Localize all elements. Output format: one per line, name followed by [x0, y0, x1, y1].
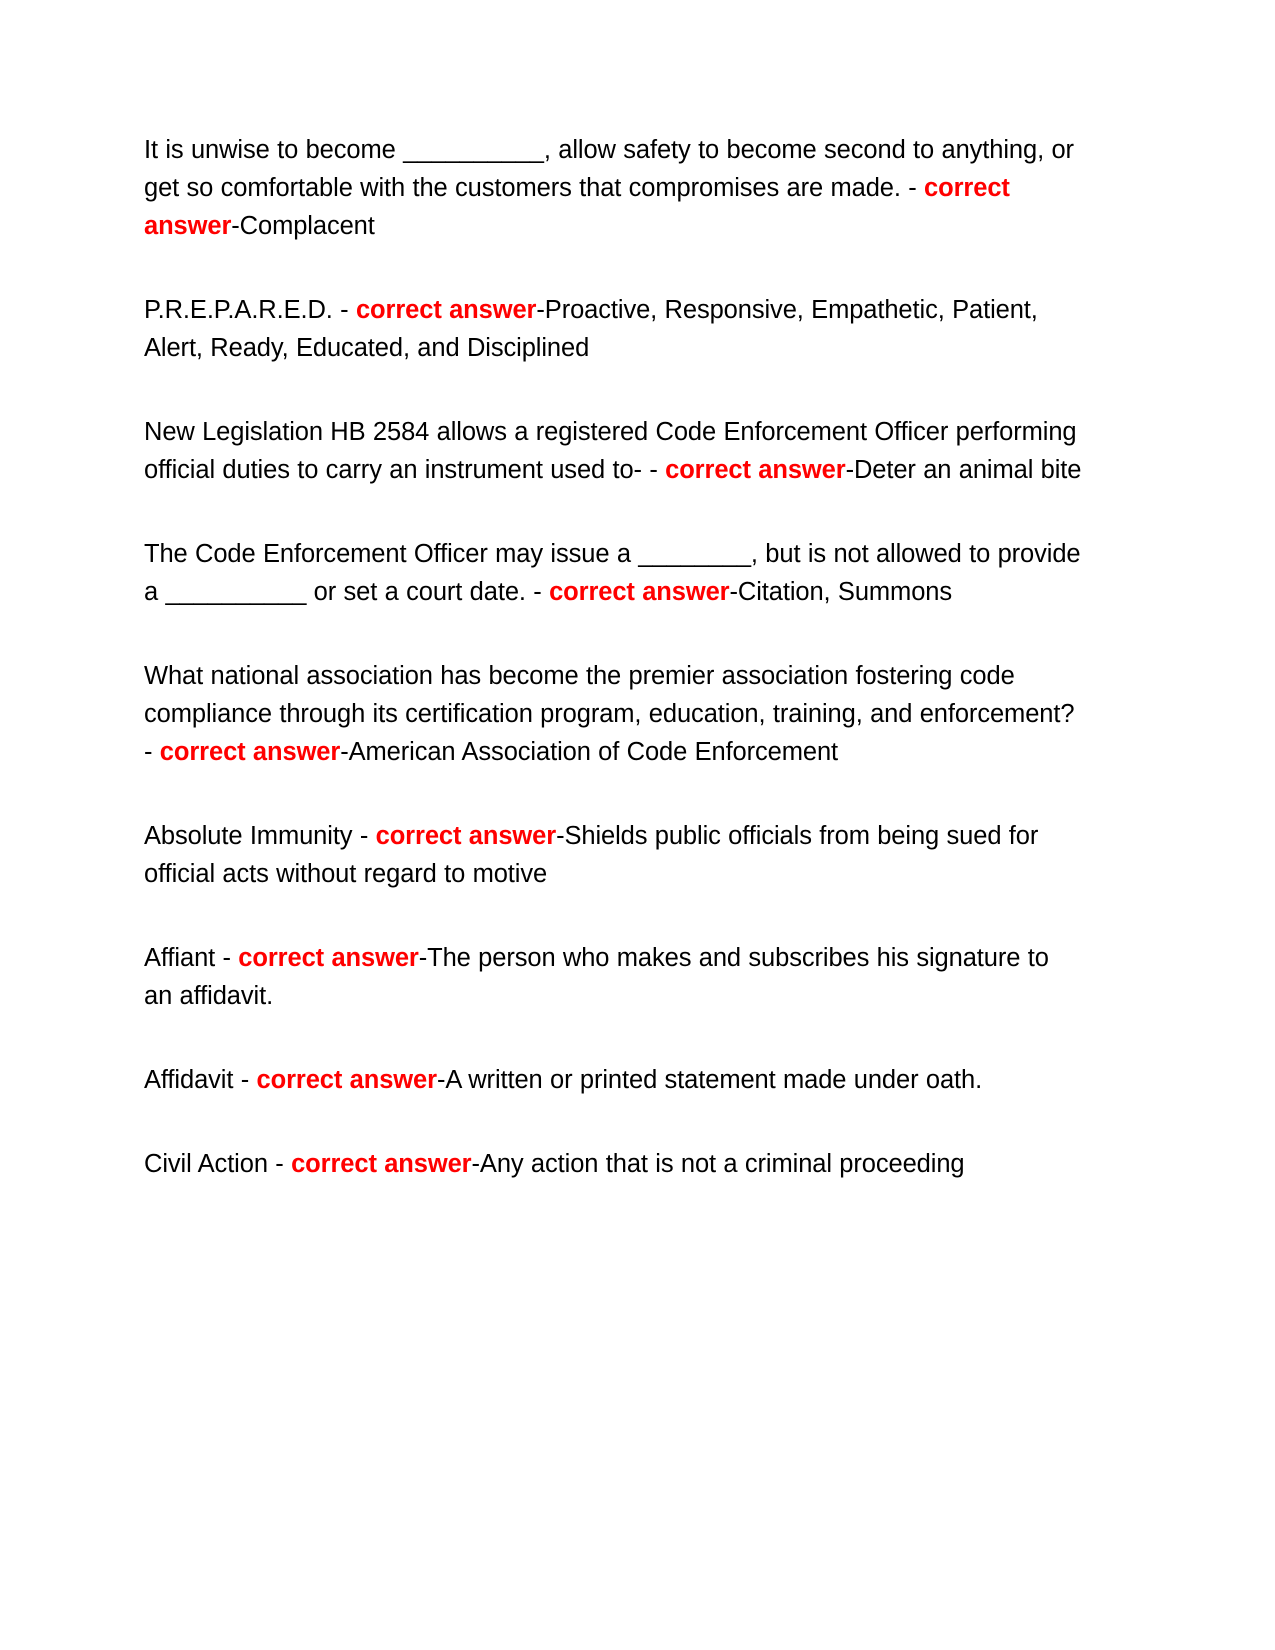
- correct-answer-label: correct answer: [256, 1066, 437, 1094]
- correct-answer-label: correct answer: [355, 296, 537, 324]
- question-text: It is unwise to become __________, allow safety to become second to anything, or get so comfortable with the customers that compromises are made. -: [144, 136, 1074, 202]
- qa-block: [144, 413, 1084, 489]
- qa-block: [144, 1145, 1084, 1183]
- answer-text: -American Association of Code Enforcement: [340, 738, 839, 766]
- correct-answer-label: correct answer: [238, 944, 419, 972]
- question-text: New Legislation HB 2584 allows a registered Code Enforcement Officer performing official duties to carry an instrument used to- -: [144, 418, 1077, 484]
- qa-block: [144, 1061, 1084, 1099]
- qa-block: [144, 657, 1084, 771]
- correct-answer-label: correct answer: [291, 1150, 472, 1178]
- qa-block: [144, 817, 1084, 893]
- question-text: The Code Enforcement Officer may issue a ________, but is not allowed to provide a __________ or set a court date. -: [144, 540, 1081, 606]
- correct-answer-label: correct answer: [159, 738, 341, 766]
- answer-text: -Deter an animal bite: [845, 456, 1082, 484]
- answer-text: -A written or printed statement made under oath.: [436, 1066, 983, 1094]
- question-text: P.R.E.P.A.R.E.D. -: [144, 296, 356, 324]
- question-text: Civil Action -: [144, 1150, 292, 1178]
- qa-block: [144, 131, 1084, 245]
- answer-text: -Shields public officials from being sued for official acts without regard to motive: [144, 822, 1039, 888]
- question-text: Affiant -: [144, 944, 239, 972]
- question-text: Affidavit -: [144, 1066, 257, 1094]
- qa-block: [144, 291, 1084, 367]
- answer-text: -Complacent: [231, 212, 375, 240]
- correct-answer-label: correct answer: [665, 456, 846, 484]
- question-text: What national association has become the premier association fostering code compliance through its certification program, education, training, and enforcement? -: [144, 662, 1075, 766]
- answer-text: -Any action that is not a criminal proceeding: [471, 1150, 965, 1178]
- correct-answer-label: correct answer: [375, 822, 557, 850]
- document-body: [144, 131, 1084, 1183]
- answer-text: -The person who makes and subscribes his signature to an affidavit.: [144, 944, 1049, 1010]
- answer-text: -Citation, Summons: [729, 578, 953, 606]
- question-text: Absolute Immunity -: [144, 822, 376, 850]
- correct-answer-label: correct answer: [144, 174, 1010, 240]
- qa-block: [144, 535, 1084, 611]
- answer-text: -Proactive, Responsive, Empathetic, Patient, Alert, Ready, Educated, and Disciplined: [144, 296, 1038, 362]
- correct-answer-label: correct answer: [549, 578, 730, 606]
- qa-block: [144, 939, 1084, 1015]
